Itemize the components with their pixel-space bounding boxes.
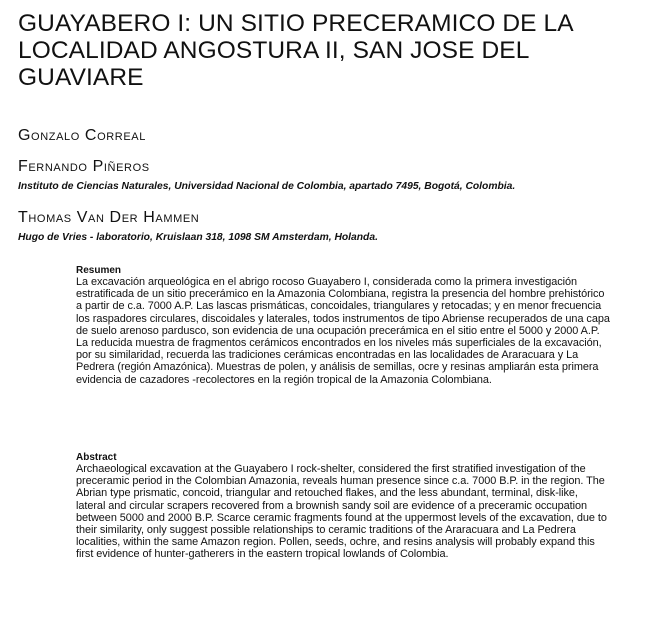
resumen-section [76,265,610,386]
abstract-text: Archaeological excavation at the Guayabero I rock-shelter, considered the first stratified investigation of the preceramic period in the Colombian Amazonia, reveals human presence since c.a. 7000 B.P. in the region. The Abrian type prismatic, concoid, triangular and retouched flakes, and the less abundant, terminal, disk-like, lateral and circular scrapers recovered from a brownish sandy soil are evidence of a preceramic occupation between 5000 and 2000 B.P. Scarce ceramic fragments found at the uppermost levels of the excavation, due to their similarity, only suggest possible relationships to ceramic traditions of the Araracuara and La Pedrera localities, within the same Amazon region. Pollen, seeds, ochre, and resins analysis will probably expand this first evidence of hunter-gatherers in the eastern tropical lowlands of Colombia. [76,463,607,561]
resumen-text: La excavación arqueológica en el abrigo rocoso Guayabero I, considerada como la primera investigación estratificada de un sitio precerámico en la Amazonia Colombiana, registra la presencia del hombre prehistórico a partir de c.a. 7000 A.P. Las lascas prismáticas, concoidales, triangulares y retocadas; y en menor frecuencia los raspadores circulares, discoidales y laterales, todos instrumentos de tipo Abriense recuperados de una capa de suelo arenoso pardusco, son evidencia de una ocupación precerámica en el sitio entre el 5000 y 2000 A.P. La reducida muestra de fragmentos cerámicos encontrados en los niveles más superficiales de la excavación, por su similaridad, recuerda las tradiciones cerámicas encontradas en las localidades de Araracuara y La Pedrera (región Amazónica). Muestras de polen, y análisis de semillas, ocre y resinas ampliarán esta primera evidencia de cazadores -recolectores en la región tropical de la Amazonia Colombiana. [76,276,610,386]
author-name: Thomas Van Der Hammen [18,209,200,226]
author-affiliation: Hugo de Vries - laboratorio, Kruislaan 318, 1098 SM Amsterdam, Holanda. [18,232,378,243]
author-name: Gonzalo Correal [18,127,146,144]
paper-title: GUAYABERO I: UN SITIO PRECERAMICO DE LA LOCALIDAD ANGOSTURA II, SAN JOSE DEL GUAVIARE [18,10,573,91]
author-name: Fernando Piñeros [18,158,150,175]
abstract-section [76,452,610,561]
resumen-heading: Resumen [76,265,122,276]
author-affiliation: Instituto de Ciencias Naturales, Universidad Nacional de Colombia, apartado 7495, Bogotá, Colombia. [18,181,516,192]
abstract-heading: Abstract [76,452,117,463]
